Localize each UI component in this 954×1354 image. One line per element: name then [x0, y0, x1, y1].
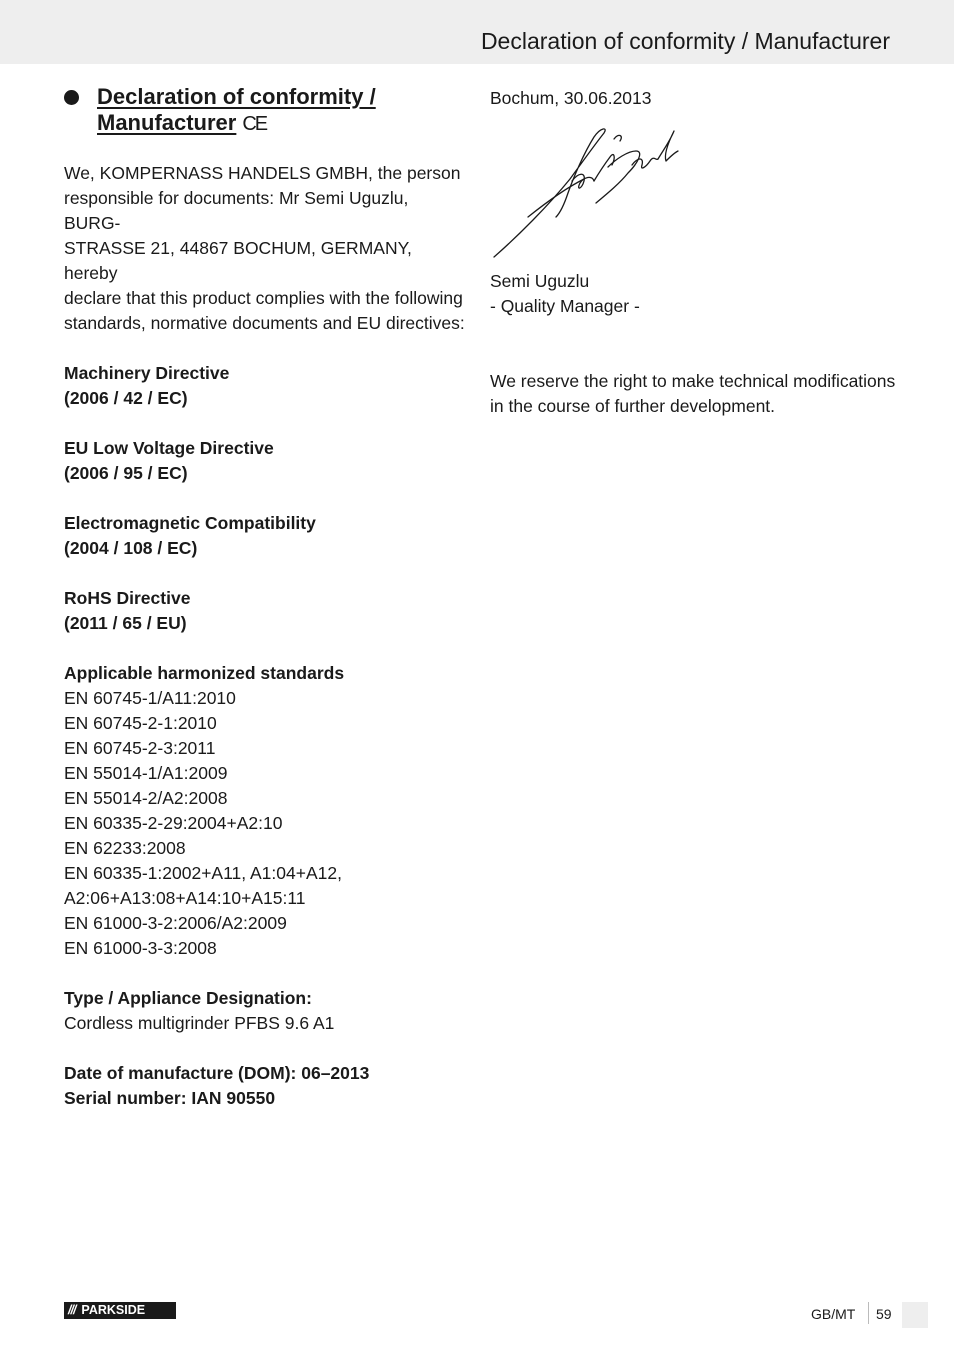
directive-code: (2004 / 108 / EC): [64, 538, 198, 558]
note-line: We reserve the right to make technical modifications: [490, 371, 896, 391]
parkside-logo: [64, 1302, 176, 1319]
standard-item: EN 60335-2-29:2004+A2:10: [64, 813, 283, 833]
standard-item: EN 60745-2-3:2011: [64, 738, 216, 758]
modification-note: [490, 369, 900, 419]
directive-code: (2006 / 95 / EC): [64, 463, 188, 483]
section-title-line2: Manufacturer: [97, 110, 237, 135]
standards-heading: Applicable harmonized standards: [64, 663, 345, 683]
directive-name: Machinery Directive: [64, 363, 230, 383]
standards-list: [64, 661, 469, 961]
directive-name: Electromagnetic Compatibility: [64, 513, 316, 533]
right-column: [490, 86, 900, 419]
place-date: Bochum, 30.06.2013: [490, 88, 652, 108]
section-heading: [64, 84, 469, 137]
left-column: [64, 84, 469, 1111]
ce-mark-icon: CE: [242, 113, 267, 135]
standard-item: EN 55014-2/A2:2008: [64, 788, 228, 808]
directive-machinery: [64, 361, 469, 411]
logo-text: PARKSIDE: [81, 1303, 146, 1317]
signature-image: [488, 121, 688, 261]
standard-item: EN 60335-1:2002+A11, A1:04+A12,: [64, 863, 342, 883]
standard-item: EN 62233:2008: [64, 838, 186, 858]
footer-region-code: GB/MT: [811, 1306, 856, 1322]
signatory-name: Semi Uguzlu: [490, 271, 590, 291]
bullet-icon: [64, 90, 79, 105]
directive-low-voltage: [64, 436, 469, 486]
section-title: [97, 84, 469, 137]
type-heading: Type / Appliance Designation:: [64, 988, 312, 1008]
intro-line: standards, normative documents and EU directives:: [64, 313, 465, 333]
directive-code: (2011 / 65 / EU): [64, 613, 187, 633]
note-line: in the course of further development.: [490, 396, 776, 416]
directive-name: EU Low Voltage Directive: [64, 438, 274, 458]
intro-line: STRASSE 21, 44867 BOCHUM, GERMANY, hereby: [64, 238, 412, 283]
intro-line: responsible for documents: Mr Semi Uguzlu, BURG-: [64, 188, 409, 233]
standard-item: A2:06+A13:08+A14:10+A15:11: [64, 888, 306, 908]
standard-item: EN 61000-3-3:2008: [64, 938, 217, 958]
signatory-role: - Quality Manager -: [490, 296, 640, 316]
date-of-manufacture: Date of manufacture (DOM): 06–2013: [64, 1063, 370, 1083]
page-header: [0, 0, 954, 64]
directive-rohs: [64, 586, 469, 636]
serial-number: Serial number: IAN 90550: [64, 1088, 276, 1108]
intro-line: We, KOMPERNASS HANDELS GMBH, the person: [64, 163, 461, 183]
manufacture-info: [64, 1061, 469, 1111]
type-value: Cordless multigrinder PFBS 9.6 A1: [64, 1013, 335, 1033]
header-title: Declaration of conformity / Manufacturer: [480, 28, 890, 54]
standard-item: EN 55014-1/A1:2009: [64, 763, 228, 783]
page-number: 59: [876, 1306, 892, 1322]
section-title-line1: Declaration of conformity /: [97, 84, 376, 109]
intro-line: declare that this product complies with the following: [64, 288, 463, 308]
footer-tab-marker: [902, 1302, 928, 1328]
intro-paragraph: [64, 161, 469, 336]
standard-item: EN 60745-1/A11:2010: [64, 688, 236, 708]
standard-item: EN 61000-3-2:2006/A2:2009: [64, 913, 287, 933]
directive-emc: [64, 511, 469, 561]
directive-code: (2006 / 42 / EC): [64, 388, 188, 408]
footer-divider: [868, 1302, 869, 1324]
directive-name: RoHS Directive: [64, 588, 191, 608]
logo-slashes: ///: [68, 1303, 76, 1317]
type-designation: [64, 986, 469, 1036]
standard-item: EN 60745-2-1:2010: [64, 713, 217, 733]
